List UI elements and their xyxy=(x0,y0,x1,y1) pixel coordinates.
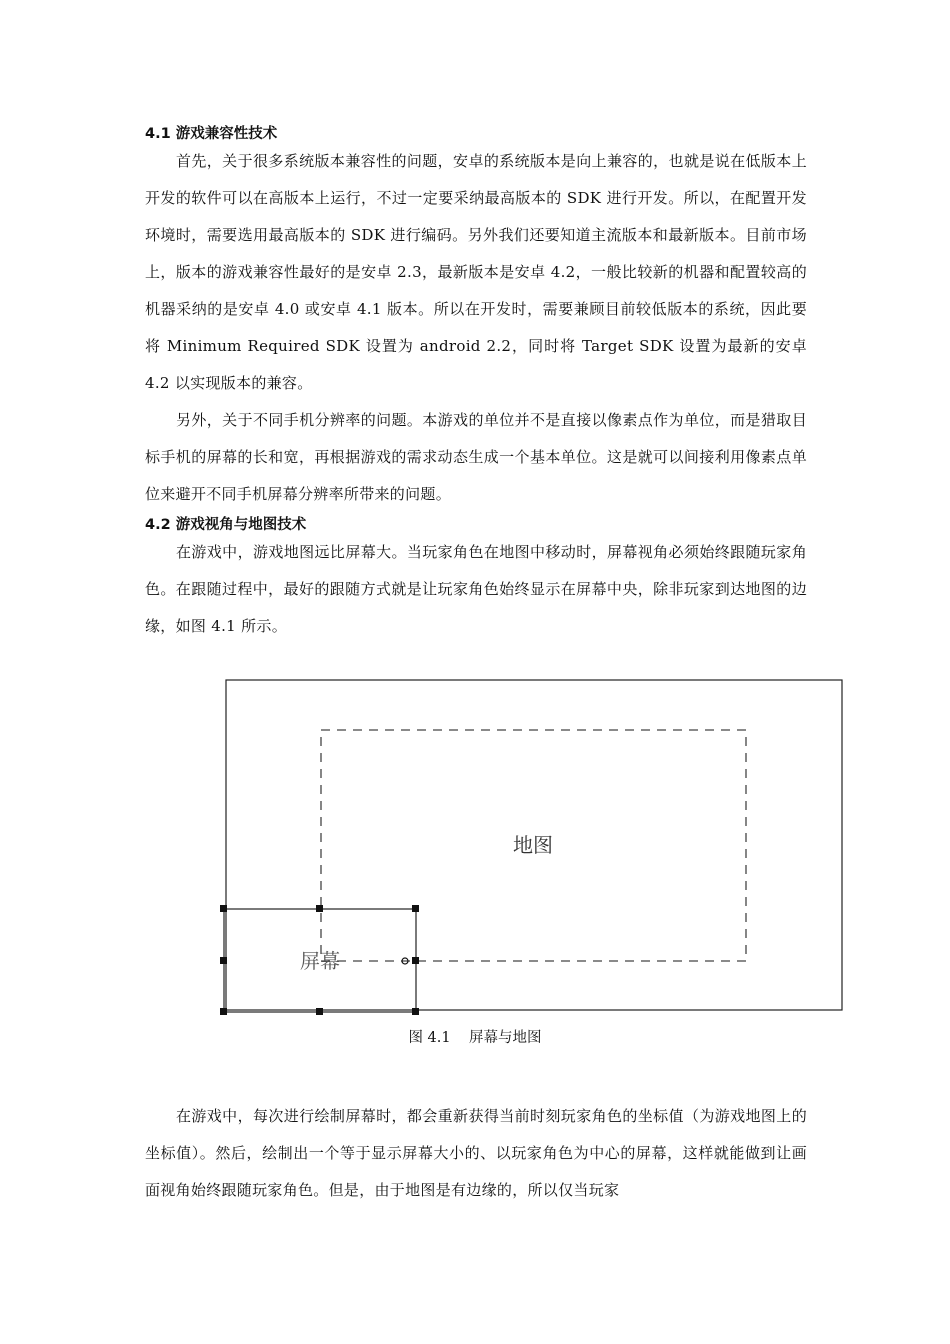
map-label: 地图 xyxy=(513,833,553,857)
figure-screen-and-map xyxy=(215,672,855,1024)
paragraph-view-and-map: 在游戏中，游戏地图远比屏幕大。当玩家角色在地图中移动时，屏幕视角必须始终跟随玩家角色。在跟随过程中，最好的跟随方式就是让玩家角色始终显示在屏幕中央，除非玩家到达地图的边缘，如图 4.1 所示。 xyxy=(145,543,807,635)
figure-diagram xyxy=(215,672,855,1024)
figure-caption-number: 图 4.1 xyxy=(408,1030,451,1046)
handle-middle-right xyxy=(412,957,419,964)
handle-bottom-middle xyxy=(316,1008,323,1015)
handle-middle-left xyxy=(220,957,227,964)
figure-caption xyxy=(0,1028,950,1048)
section-heading-4-1: 4.1 游戏兼容性技术 xyxy=(145,126,278,142)
handle-top-left xyxy=(220,905,227,912)
paragraph-screen-follow: 在游戏中，每次进行绘制屏幕时，都会重新获得当前时刻玩家角色的坐标值（为游戏地图上的坐标值）。然后，绘制出一个等于显示屏幕大小的、以玩家角色为中心的屏幕，这样就能做到让画面视角始终跟随玩家角色。但是，由于地图是有边缘的，所以仅当玩家 xyxy=(145,1107,807,1199)
paragraph-compatibility-resolution: 另外，关于不同手机分辨率的问题。本游戏的单位并不是直接以像素点作为单位，而是猎取目标手机的屏幕的长和宽，再根据游戏的需求动态生成一个基本单位。这是就可以间接利用像素点单位来避开不同手机屏幕分辨率所带来的问题。 xyxy=(145,411,807,503)
paragraph-compatibility-versions: 首先，关于很多系统版本兼容性的问题，安卓的系统版本是向上兼容的，也就是说在低版本上开发的软件可以在高版本上运行，不过一定要采纳最高版本的 SDK 进行开发。所以，在配置开发环境时，需要选用最高版本的 SDK 进行编码。另外我们还要知道主流版本和最新版本。目前市场上，版本的游戏兼容性最好的是安卓 2.3，最新版本是安卓 4.2，一般比较新的机器和配置较高的机器采纳的是安卓 4.0 或安卓 4.1 版本。所以在开发时，需要兼顾目前较低版本的系统，因此要将 Minimum Required SDK 设置为 android 2.2，同时将 Target SDK 设置为最新的安卓 4.2 以实现版本的兼容。 xyxy=(145,152,807,392)
handle-top-middle xyxy=(316,905,323,912)
figure-caption-text: 屏幕与地图 xyxy=(469,1030,542,1046)
section-heading-4-2: 4.2 游戏视角与地图技术 xyxy=(145,517,307,533)
handle-bottom-right xyxy=(412,1008,419,1015)
screen-label: 屏幕 xyxy=(300,949,340,973)
handle-top-right xyxy=(412,905,419,912)
handle-bottom-left xyxy=(220,1008,227,1015)
